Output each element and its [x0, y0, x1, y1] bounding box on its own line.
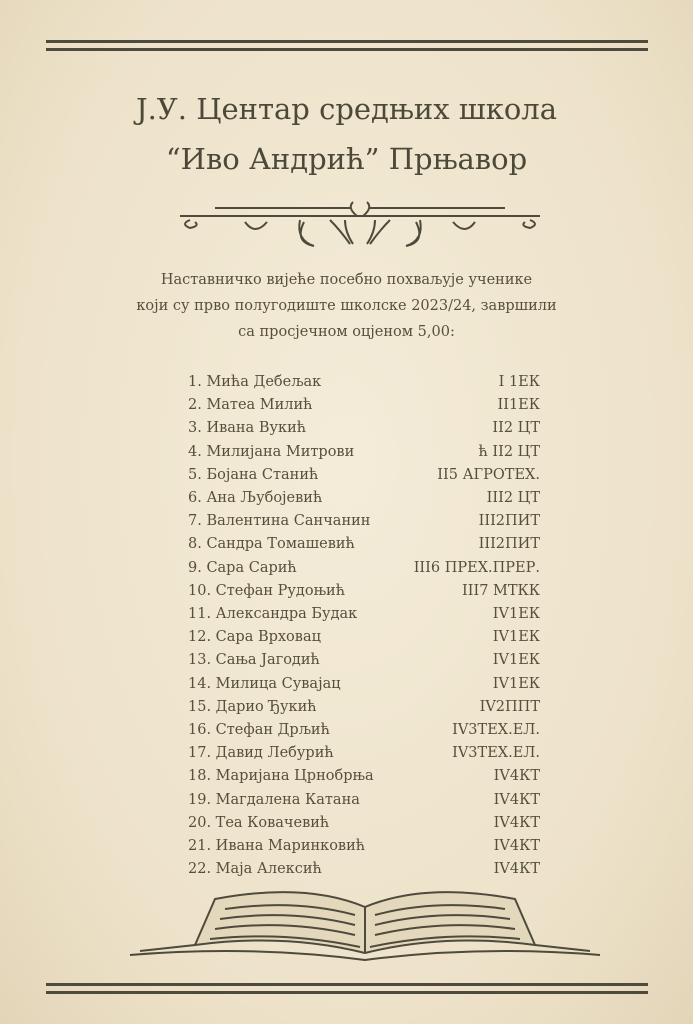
student-name: 7. Валентина Санчанин [188, 513, 371, 530]
list-item [188, 560, 540, 583]
top-rule-2 [46, 48, 648, 51]
student-class: III2ПИТ [478, 536, 540, 553]
list-item [188, 745, 540, 768]
school-subtitle: “Иво Андрић” Прњавор [165, 142, 528, 176]
student-name: 8. Сандра Томашевић [188, 536, 355, 553]
bottom-rule [46, 983, 648, 986]
list-item [188, 676, 540, 699]
student-class: II2 ЦТ [492, 420, 540, 437]
top-rule [46, 40, 648, 43]
student-name: 15. Дарио Ђукић [188, 698, 317, 715]
open-book-icon [125, 885, 605, 965]
student-name: 9. Сара Сарић [188, 559, 297, 576]
school-name: Ј.У. Центар средњих школа [135, 92, 558, 126]
list-item [188, 815, 540, 838]
student-class: IV4КТ [493, 791, 540, 808]
list-item [188, 768, 540, 791]
student-name: 4. Милијана Митрови [188, 443, 355, 460]
student-class: IV1ЕК [492, 629, 540, 646]
list-item [188, 583, 540, 606]
student-name: 5. Бојана Станић [188, 466, 319, 483]
student-name: 6. Ана Љубојевић [188, 490, 323, 506]
student-name: 13. Сања Јагодић [188, 652, 320, 669]
student-class: III6 ПРЕХ.ПРЕР. [413, 559, 540, 576]
list-item [188, 374, 540, 397]
student-class: II5 АГРОТЕХ. [437, 466, 540, 483]
list-item [188, 490, 540, 513]
student-name: 16. Стефан Дрљић [188, 722, 330, 738]
student-class: II1ЕК [497, 397, 540, 414]
list-item [188, 444, 540, 467]
student-class: IV4КТ [493, 861, 540, 878]
student-class: IV1ЕК [492, 606, 540, 622]
list-item [188, 397, 540, 420]
intro-line: који су прво полугодиште школске 2023/24, завршили [136, 298, 557, 314]
list-item [188, 838, 540, 861]
student-name: 12. Сара Врховац [188, 629, 321, 646]
student-name: 10. Стефан Рудоњић [188, 582, 346, 599]
student-name: 18. Маријана Црнобрња [188, 768, 374, 785]
list-item [188, 861, 540, 884]
intro-line: са просјечном оцјеном 5,00: [238, 324, 455, 340]
student-class: III2ПИТ [478, 513, 540, 530]
student-class: IV3ТЕХ.ЕЛ. [452, 745, 540, 762]
intro-text [0, 267, 693, 345]
student-class: IV1ЕК [492, 675, 540, 692]
student-name: 2. Матеа Милић [188, 397, 313, 414]
bottom-rule-2 [46, 991, 648, 994]
student-class: III2 ЦТ [486, 490, 540, 506]
student-class: IV4КТ [493, 768, 540, 785]
student-class: IV4КТ [493, 838, 540, 854]
student-class: ћ II2 ЦТ [478, 443, 540, 460]
student-name: 11. Александра Будак [188, 606, 358, 622]
list-item [188, 792, 540, 815]
list-item [188, 652, 540, 675]
intro-line: Наставничко вијеће посебно похваљује ученике [160, 272, 533, 288]
student-class: I 1ЕК [498, 374, 540, 390]
student-name: 1. Мића Дебељак [188, 374, 322, 390]
list-item [188, 606, 540, 629]
student-name: 14. Милица Сувајац [188, 675, 341, 692]
student-class: IV4КТ [493, 814, 540, 831]
student-name: 20. Теа Ковачевић [188, 814, 330, 831]
list-item [188, 467, 540, 490]
list-item [188, 699, 540, 722]
student-class: III7 МТКК [462, 582, 540, 599]
student-name: 3. Ивана Вукић [188, 420, 307, 437]
list-item [188, 420, 540, 443]
list-item [188, 536, 540, 559]
student-name: 17. Давид Лебурић [188, 745, 334, 762]
student-class: IV2ППТ [479, 698, 540, 715]
student-name: 19. Магдалена Катана [188, 791, 360, 808]
list-item [188, 722, 540, 745]
list-item [188, 629, 540, 652]
student-class: IV1ЕК [492, 652, 540, 669]
ornament-divider-icon [170, 198, 550, 254]
list-item [188, 513, 540, 536]
student-name: 21. Ивана Маринковић [188, 838, 366, 854]
student-name: 22. Маја Алексић [188, 861, 322, 878]
student-class: IV3ТЕХ.ЕЛ. [452, 722, 540, 738]
